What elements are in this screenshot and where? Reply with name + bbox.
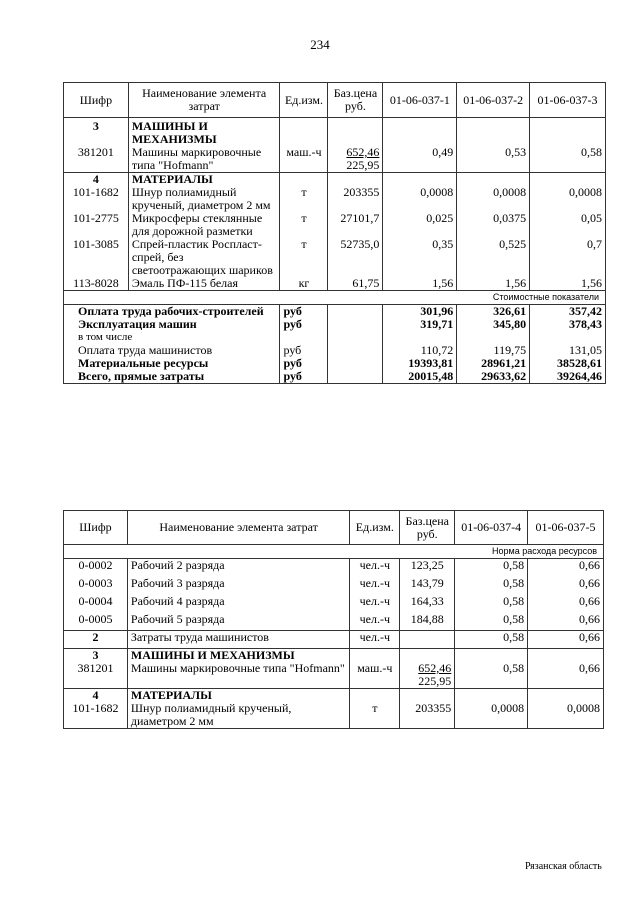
table-row [64,702,604,729]
col-header-v3: 01-06-037-3 [530,83,606,118]
row-v1: 0,58 [455,577,528,595]
row-code: 101-3085 [64,238,129,277]
row-price: 143,79 [400,577,455,595]
summary-label: в том числе [64,331,280,344]
row-price: 203355 [400,702,455,729]
row-name: Рабочий 3 разряда [127,577,349,595]
row-v1: 0,58 [455,559,528,577]
row-v2: 0,53 [457,146,530,173]
row-code: 0-0004 [64,595,128,613]
row-unit: маш.-ч [280,146,328,173]
col-header-unit: Ед.изм. [280,83,328,118]
summary-v2: 345,80 [457,318,530,331]
summary-v3: 131,05 [530,344,606,357]
table-row [64,238,606,277]
col-header-unit: Ед.изм. [350,511,400,545]
col-header-code: Шифр [64,83,129,118]
row-code: 0-0003 [64,577,128,595]
summary-v1: 319,71 [383,318,457,331]
col-header-v2: 01-06-037-2 [457,83,530,118]
row-v2: 1,56 [457,277,530,291]
section-row [64,689,604,703]
table-row [64,662,604,689]
row-unit: т [280,186,328,212]
row-name: Машины маркировочные типа "Hofmann" [128,146,280,173]
summary-v3: 38528,61 [530,357,606,370]
row-code: 101-1682 [64,186,129,212]
summary-label: Всего, прямые затраты [64,370,280,384]
row-v1: 0,025 [383,212,457,238]
section-title: МАШИНЫ И МЕХАНИЗМЫ [127,649,349,663]
summary-unit: руб [280,357,328,370]
row-price: 52735,0 [328,238,383,277]
row-v1: 0,58 [455,595,528,613]
row-name: Микросферы стеклянные для дорожной разметки [128,212,280,238]
row-v2: 0,66 [528,595,604,613]
cost-indicators-label: Стоимостные показатели [64,291,606,305]
summary-unit: руб [280,370,328,384]
summary-row [64,318,606,331]
table-header-row [64,83,606,118]
row-v1: 0,58 [455,613,528,631]
summary-label: Оплата труда рабочих-строителей [64,305,280,319]
col-header-v1: 01-06-037-1 [383,83,457,118]
row-v2: 0,525 [457,238,530,277]
summary-v2: 28961,21 [457,357,530,370]
summary-v2: 326,61 [457,305,530,319]
row-price: 652,46 [346,145,380,159]
row-price: 164,33 [400,595,455,613]
table-row [64,146,606,173]
row-unit: кг [280,277,328,291]
table-row [64,577,604,595]
table-row [64,595,604,613]
row-v2: 0,0008 [457,186,530,212]
row-price-2: 225,95 [346,158,380,172]
section-title: МАТЕРИАЛЫ [127,689,349,703]
row-name: Шнур полиамидный крученый, диаметром 2 мм [127,702,349,729]
section-row [64,118,606,147]
row-name: Затраты труда машинистов [127,631,349,649]
row-v3: 0,0008 [530,186,606,212]
row-unit: чел.-ч [350,595,400,613]
row-code: 381201 [64,662,128,689]
row-unit: т [280,238,328,277]
row-code: 0-0005 [64,613,128,631]
row-v1: 0,35 [383,238,457,277]
summary-label: Оплата труда машинистов [64,344,280,357]
row-v1: 0,58 [455,631,528,649]
row-unit: чел.-ч [350,613,400,631]
summary-row [64,305,606,319]
row-price-2: 225,95 [418,674,452,688]
row-name: Рабочий 4 разряда [127,595,349,613]
resource-norm-label: Норма расхода ресурсов [64,545,604,559]
summary-v1: 301,96 [383,305,457,319]
row-price: 184,88 [400,613,455,631]
row-unit: чел.-ч [350,631,400,649]
cost-note-row [64,291,606,305]
row-code: 101-1682 [64,702,128,729]
col-header-v2: 01-06-037-5 [528,511,604,545]
row-name: Эмаль ПФ-115 белая [128,277,280,291]
table-row [64,212,606,238]
col-header-price: Баз.цена руб. [328,83,383,118]
row-v1: 1,56 [383,277,457,291]
summary-v3: 39264,46 [530,370,606,384]
row-v3: 0,7 [530,238,606,277]
row-name: Машины маркировочные типа "Hofmann" [127,662,349,689]
summary-v2: 119,75 [457,344,530,357]
row-code: 381201 [64,146,129,173]
col-header-price: Баз.цена руб. [400,511,455,545]
summary-v3: 357,42 [530,305,606,319]
row-name: Шнур полиамидный крученый, диаметром 2 мм [128,186,280,212]
summary-label: Эксплуатация машин [64,318,280,331]
resource-table-2 [63,510,604,729]
page-number: 234 [310,37,330,52]
row-name: Спрей-пластик Роспласт-спрей, без светоотражающих шариков [128,238,280,277]
row-code: 2 [64,631,128,649]
row-v3: 0,05 [530,212,606,238]
summary-v1: 20015,48 [383,370,457,384]
row-unit: маш.-ч [350,662,400,689]
row-v1: 0,58 [455,662,528,689]
summary-unit: руб [280,305,328,319]
row-price: 61,75 [328,277,383,291]
table-row [64,277,606,291]
row-code: 0-0002 [64,559,128,577]
row-v3: 1,56 [530,277,606,291]
summary-v3: 378,43 [530,318,606,331]
resource-table-1 [63,82,606,384]
row-v2: 0,66 [528,577,604,595]
summary-row [64,370,606,384]
section-row [64,649,604,663]
machinist-row [64,631,604,649]
summary-unit: руб [280,344,328,357]
row-v1: 0,49 [383,146,457,173]
row-unit: т [350,702,400,729]
row-v2: 0,66 [528,631,604,649]
row-code: 101-2775 [64,212,129,238]
row-price: 27101,7 [328,212,383,238]
section-code: 3 [64,118,129,147]
row-v2: 0,66 [528,662,604,689]
section-code: 4 [64,689,128,703]
region-footer: Рязанская область [525,861,602,872]
summary-v1: 19393,81 [383,357,457,370]
row-price: 123,25 [400,559,455,577]
table-row [64,613,604,631]
row-name: Рабочий 2 разряда [127,559,349,577]
section-title: МАШИНЫ И МЕХАНИЗМЫ [128,118,280,147]
row-code: 113-8028 [64,277,129,291]
row-v3: 0,58 [530,146,606,173]
col-header-code: Шифр [64,511,128,545]
section-code: 3 [64,649,128,663]
row-v2: 0,0375 [457,212,530,238]
col-header-v1: 01-06-037-4 [455,511,528,545]
row-v1: 0,0008 [455,702,528,729]
row-price: 652,46 [418,661,452,675]
summary-unit: руб [280,318,328,331]
row-unit: чел.-ч [350,559,400,577]
row-unit: чел.-ч [350,577,400,595]
row-v2: 0,66 [528,559,604,577]
col-header-name: Наименование элемента затрат [128,83,280,118]
table-row [64,186,606,212]
row-v1: 0,0008 [383,186,457,212]
row-price: 203355 [328,186,383,212]
row-unit: т [280,212,328,238]
section-row [64,173,606,187]
summary-v2: 29633,62 [457,370,530,384]
row-name: Рабочий 5 разряда [127,613,349,631]
table-header-row [64,511,604,545]
section-code: 4 [64,173,129,187]
section-title: МАТЕРИАЛЫ [128,173,280,187]
table-row [64,559,604,577]
row-v2: 0,66 [528,613,604,631]
col-header-name: Наименование элемента затрат [127,511,349,545]
norm-note-row [64,545,604,559]
summary-label: Материальные ресурсы [64,357,280,370]
row-v2: 0,0008 [528,702,604,729]
summary-v1: 110,72 [383,344,457,357]
